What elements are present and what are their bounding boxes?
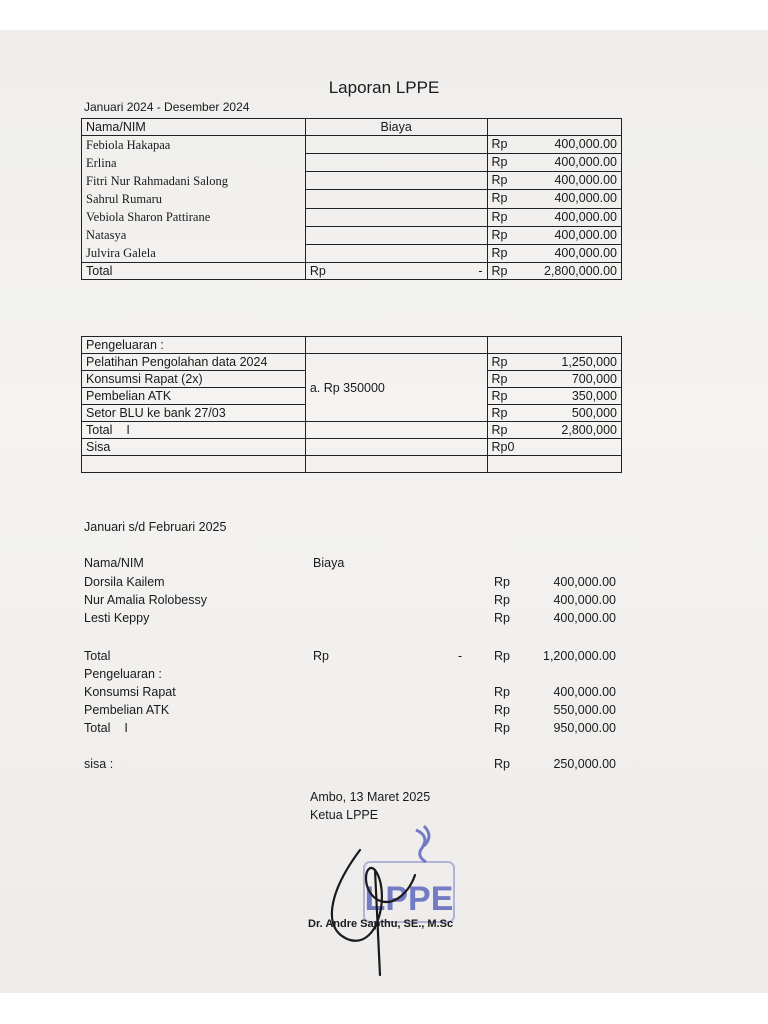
total-label: Total — [84, 649, 111, 663]
expenses-header: Pengeluaran : — [82, 337, 306, 354]
currency: Rp — [494, 703, 510, 717]
stamp-text: LPPE — [364, 880, 454, 918]
total-amount: 2,800,000.00 — [544, 264, 617, 278]
sisa-value: Rp0 — [487, 439, 622, 456]
amount: 400,000.00 — [553, 611, 616, 625]
signature-block — [310, 790, 430, 822]
member-name: Julvira Galela — [86, 246, 156, 260]
currency: Rp — [494, 611, 510, 625]
amount: 400,000.00 — [554, 137, 617, 151]
table-row — [82, 354, 622, 371]
total-amount: 2,800,000 — [561, 423, 617, 437]
section2-header — [84, 556, 616, 572]
member-name: Natasya — [86, 228, 127, 242]
currency: Rp — [494, 721, 510, 735]
expense-label: Konsumsi Rapat (2x) — [82, 371, 306, 388]
expense-label: Setor BLU ke bank 27/03 — [82, 405, 306, 422]
members-table-2024 — [81, 118, 622, 280]
header-cost: Biaya — [313, 556, 345, 570]
amount: 400,000.00 — [554, 227, 617, 242]
currency: Rp — [494, 575, 510, 589]
amount: 400,000.00 — [554, 173, 617, 188]
currency: Rp — [309, 264, 326, 278]
amount: 400,000.00 — [554, 155, 617, 170]
currency: Rp — [491, 389, 508, 403]
amount: 400,000.00 — [553, 685, 616, 699]
amount: 400,000.00 — [554, 209, 617, 224]
dash: - — [478, 264, 483, 278]
table-header-row — [82, 119, 622, 136]
currency: Rp — [491, 173, 508, 188]
list-item — [84, 611, 616, 627]
amount: 1,250,000 — [561, 355, 617, 369]
sisa-row — [82, 439, 622, 456]
report-title: Laporan LPPE — [328, 78, 440, 97]
dash: - — [458, 649, 463, 663]
expense-note: a. Rp 350000 — [309, 380, 385, 395]
amount: 400,000.00 — [554, 191, 617, 206]
currency: Rp — [491, 372, 508, 386]
sisa-row — [84, 757, 616, 773]
header-name: Nama/NIM — [82, 119, 306, 136]
total-row: Total I Rp 2,800,000 — [82, 422, 622, 439]
amount: 350,000 — [571, 389, 617, 403]
expense-label: Pembelian ATK — [84, 703, 170, 717]
currency: Rp — [491, 264, 508, 278]
empty-row — [82, 456, 622, 473]
table-header-row — [82, 337, 622, 354]
period-2024: Januari 2024 - Desember 2024 — [84, 100, 250, 114]
document-page — [0, 30, 768, 993]
sisa-label: sisa : — [84, 757, 114, 771]
amount: 400,000.00 — [553, 593, 616, 607]
total-amount: 1,200,000.00 — [543, 649, 616, 663]
currency: Rp — [313, 649, 329, 663]
table-row — [82, 136, 622, 154]
expenses-table-2024 — [81, 336, 622, 473]
amount: 500,000 — [571, 406, 617, 420]
currency: Rp — [491, 227, 508, 242]
signer-role: Ketua LPPE — [310, 808, 379, 822]
currency: Rp — [494, 685, 510, 699]
sisa-amount: 250,000.00 — [553, 757, 616, 771]
expense-label: Pembelian ATK — [82, 388, 306, 405]
currency: Rp — [494, 593, 510, 607]
currency: Rp — [491, 245, 508, 260]
currency: Rp — [491, 423, 508, 437]
currency: Rp — [494, 757, 510, 771]
member-name: Vebiola Sharon Pattirane — [86, 210, 211, 224]
currency: Rp — [491, 191, 508, 206]
sisa-label: Sisa — [82, 439, 306, 456]
amount: 700,000 — [571, 372, 617, 386]
amount: 400,000.00 — [554, 245, 617, 260]
list-item — [84, 703, 616, 719]
header-name: Nama/NIM — [84, 556, 144, 570]
member-name: Lesti Keppy — [84, 611, 150, 625]
list-item — [84, 575, 616, 591]
member-name: Fitri Nur Rahmadani Salong — [86, 174, 228, 188]
total-row — [84, 649, 616, 665]
expense-label: Pelatihan Pengolahan data 2024 — [82, 354, 306, 371]
list-item — [84, 685, 616, 701]
member-names-cell — [82, 136, 306, 263]
currency: Rp — [491, 209, 508, 224]
total-label: Total — [82, 263, 306, 280]
period-2025: Januari s/d Februari 2025 — [84, 520, 227, 534]
total-amount: 950,000.00 — [553, 721, 616, 735]
amount: 550,000.00 — [553, 703, 616, 717]
currency: Rp — [494, 649, 510, 663]
currency: Rp — [491, 355, 508, 369]
signer-name: Dr. Andre Sapthu, SE., M.Sc — [308, 918, 454, 930]
currency: Rp — [491, 406, 508, 420]
expense-header-row — [84, 667, 616, 683]
total-label: Total — [86, 423, 113, 437]
handwritten-signature — [320, 830, 430, 980]
member-name: Nur Amalia Rolobessy — [84, 593, 207, 607]
member-name: Dorsila Kailem — [84, 575, 165, 589]
member-name: Sahrul Rumaru — [86, 192, 163, 206]
total-label: Total — [84, 721, 111, 735]
place-date: Ambo, 13 Maret 2025 — [310, 790, 431, 804]
expense-label: Konsumsi Rapat — [84, 685, 176, 699]
amount: 400,000.00 — [553, 575, 616, 589]
total-row — [82, 263, 622, 280]
list-item — [84, 593, 616, 609]
expense-header: Pengeluaran : — [84, 667, 162, 681]
expense-total-row: Total I Rp 950,000.00 — [84, 721, 616, 735]
currency: Rp — [491, 155, 508, 170]
header-cost: Biaya — [305, 119, 487, 136]
member-name: Erlina — [86, 156, 117, 170]
member-name: Febiola Hakapaa — [86, 138, 171, 152]
currency: Rp — [491, 137, 508, 151]
